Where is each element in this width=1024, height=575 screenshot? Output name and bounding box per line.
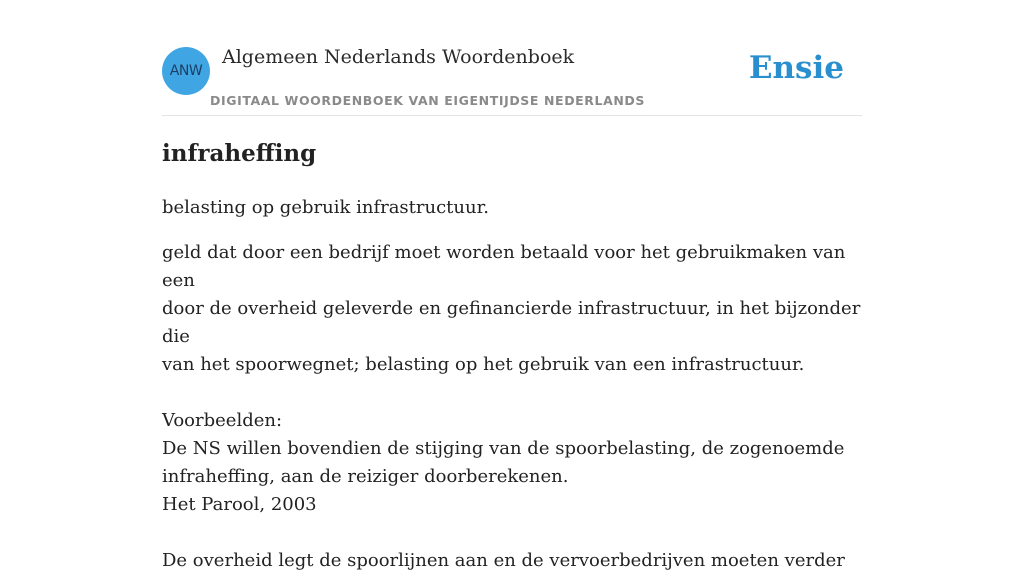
definition-line: van het spoorwegnet; belasting op het gebruik van een infrastructuur. (162, 354, 805, 375)
site-subtitle: DIGITAAL WOORDENBOEK VAN EIGENTIJDSE NEDERLANDS (210, 93, 646, 108)
page-container (162, 0, 862, 571)
short-definition: belasting op gebruik infrastructuur. (162, 197, 489, 218)
definition-line: door de overheid geleverde en gefinancierde infrastructuur, in het bijzonder die (162, 298, 861, 347)
spacer (162, 379, 862, 407)
ensie-brand-logo[interactable]: Ensie (748, 50, 844, 86)
example-line: De overheid legt de spoorlijnen aan en de vervoerbedrijven moeten verder (162, 550, 845, 571)
example-line: infraheffing, aan de reiziger doorberekenen. (162, 466, 569, 487)
examples-label: Voorbeelden: (162, 410, 283, 431)
entry-title: infraheffing (162, 140, 317, 167)
entry-body (162, 239, 862, 575)
definition-line: geld dat door een bedrijf moet worden betaald voor het gebruikmaken van een (162, 242, 846, 291)
example-line: De NS willen bovendien de stijging van de spoorbelasting, de zogenoemde (162, 438, 845, 459)
logo-text: ANW (169, 63, 203, 79)
example-source: Het Parool, 2003 (162, 494, 317, 515)
site-header (162, 0, 862, 116)
anw-logo[interactable] (162, 47, 210, 95)
site-title[interactable]: Algemeen Nederlands Woordenboek (222, 46, 575, 68)
spacer (162, 519, 862, 547)
